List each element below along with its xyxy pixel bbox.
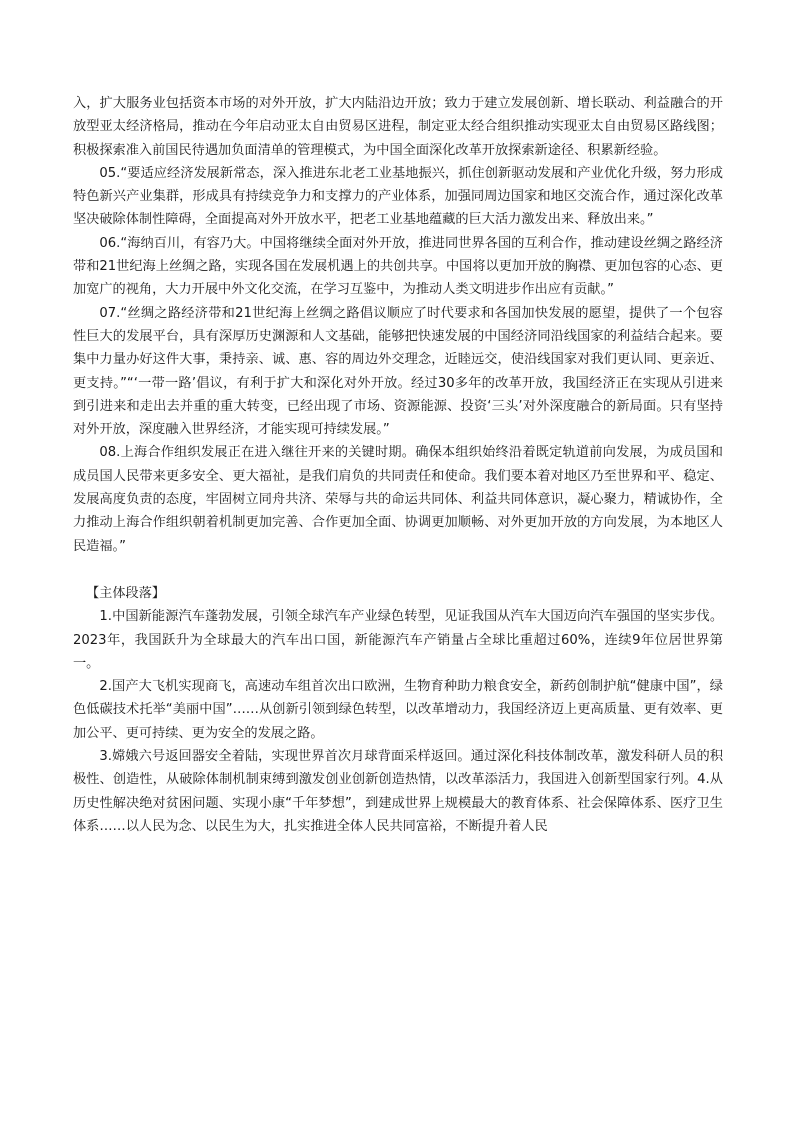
quote-08-paragraph: 08.上海合作组织发展正在进入继往开来的关键时期。确保本组织始终沿着既定轨道前向发展，为成员国和成员国人民带来更多安全、更大福祉，是我们肩负的共同责任和使命。我们要本着对地区乃至世界和平、稳定、发展高度负责的态度，牢固树立同舟共济、荣辱与共的命运共同体、利益共同体意识，凝心聚力，精诚协作，全力推动上海合作组织朝着机制更加完善、合作更加全面、协调更加顺畅、对外更加开放的方向发展，为本地区人民造福。” bbox=[73, 445, 723, 554]
quote-07-paragraph: 07.“丝绸之路经济带和21世纪海上丝绸之路倡议顺应了时代要求和各国加快发展的愿望，提供了一个包容性巨大的发展平台，具有深厚历史渊源和人文基础，能够把快速发展的中国经济同沿线国家的利益结合起来。要集中力量办好这件大事，秉持亲、诚、惠、容的周边外交理念，近睦远交，使沿线国家对我们更认同、更亲近、更支持。”“‘一带一路’倡议，有利于扩大和深化对外开放。经过30多年的改革开放，我国经济正在实现从引进来到引进来和走出去并重的重大转变，已经出现了市场、资源能源、投资‘三头’对外深度融合的新局面。只有坚持对外开放，深度融入世界经济，才能实现可持续发展。” bbox=[73, 305, 723, 438]
body-paragraph-1: 1.中国新能源汽车蓬勃发展，引领全球汽车产业绿色转型，见证我国从汽车大国迈向汽车强国的坚实步伐。2023年，我国跃升为全球最大的汽车出口国，新能源汽车产销量占全球比重超过60%，连续9年位居世界第一。 bbox=[73, 609, 723, 671]
quote-06-paragraph: 06.“海纳百川，有容乃大。中国将继续全面对外开放，推进同世界各国的互利合作，推动建设丝绸之路经济带和21世纪海上丝绸之路，实现各国在发展机遇上的共创共享。中国将以更加开放的胸襟、更加包容的心态、更加宽广的视角，大力开展中外文化交流，在学习互鉴中，为推动人类文明进步作出应有贡献。” bbox=[73, 235, 723, 298]
document-page bbox=[73, 92, 723, 838]
body-paragraph-2: 2.国产大飞机实现商飞，高速动车组首次出口欧洲，生物育种助力粮食安全，新药创制护航“健康中国”，绿色低碳技术托举“美丽中国”……从创新引领到绿色转型，以改革增动力，我国经济迈上更高质量、更有效率、更加公平、更可持续、更为安全的发展之路。 bbox=[73, 679, 723, 741]
body-paragraph-4: 4.从历史性解决绝对贫困问题、实现小康“千年梦想”，到建成世界上规模最大的教育体系、社会保障体系、医疗卫生体系……以人民为念、以民生为大，扎实推进全体人民共同富裕，不断提升着人民 bbox=[73, 772, 723, 834]
body-paragraph-3-4 bbox=[73, 745, 723, 838]
body-paragraph-3: 3.嫦娥六号返回器安全着陆，实现世界首次月球背面采样返回。通过深化科技体制改革，激发科研人员的积极性、创造性，从破除体制机制束缚到激发创业创新创造热情，以改革添活力，我国进入创新型国家行列。 bbox=[73, 749, 723, 788]
section-heading: 【主体段落】 bbox=[86, 585, 166, 601]
continued-quote-paragraph: 入，扩大服务业包括资本市场的对外开放，扩大内陆沿边开放；致力于建立发展创新、增长联动、利益融合的开放型亚太经济格局，推动在今年启动亚太自由贸易区进程，制定亚太经合组织推动实现亚太自由贸易区路线图；积极探索准入前国民待遇加负面清单的管理模式，为中国全面深化改革开放探索新途径、积累新经验。 bbox=[73, 96, 723, 158]
quote-05-paragraph: 05.“要适应经济发展新常态，深入推进东北老工业基地振兴，抓住创新驱动发展和产业优化升级，努力形成特色新兴产业集群，形成具有持续竞争力和支撑力的产业体系，加强同周边国家和地区交流合作，通过深化改革坚决破除体制性障碍，全面提高对外开放水平，把老工业基地蕴藏的巨大活力激发出来、释放出来。” bbox=[73, 165, 723, 228]
